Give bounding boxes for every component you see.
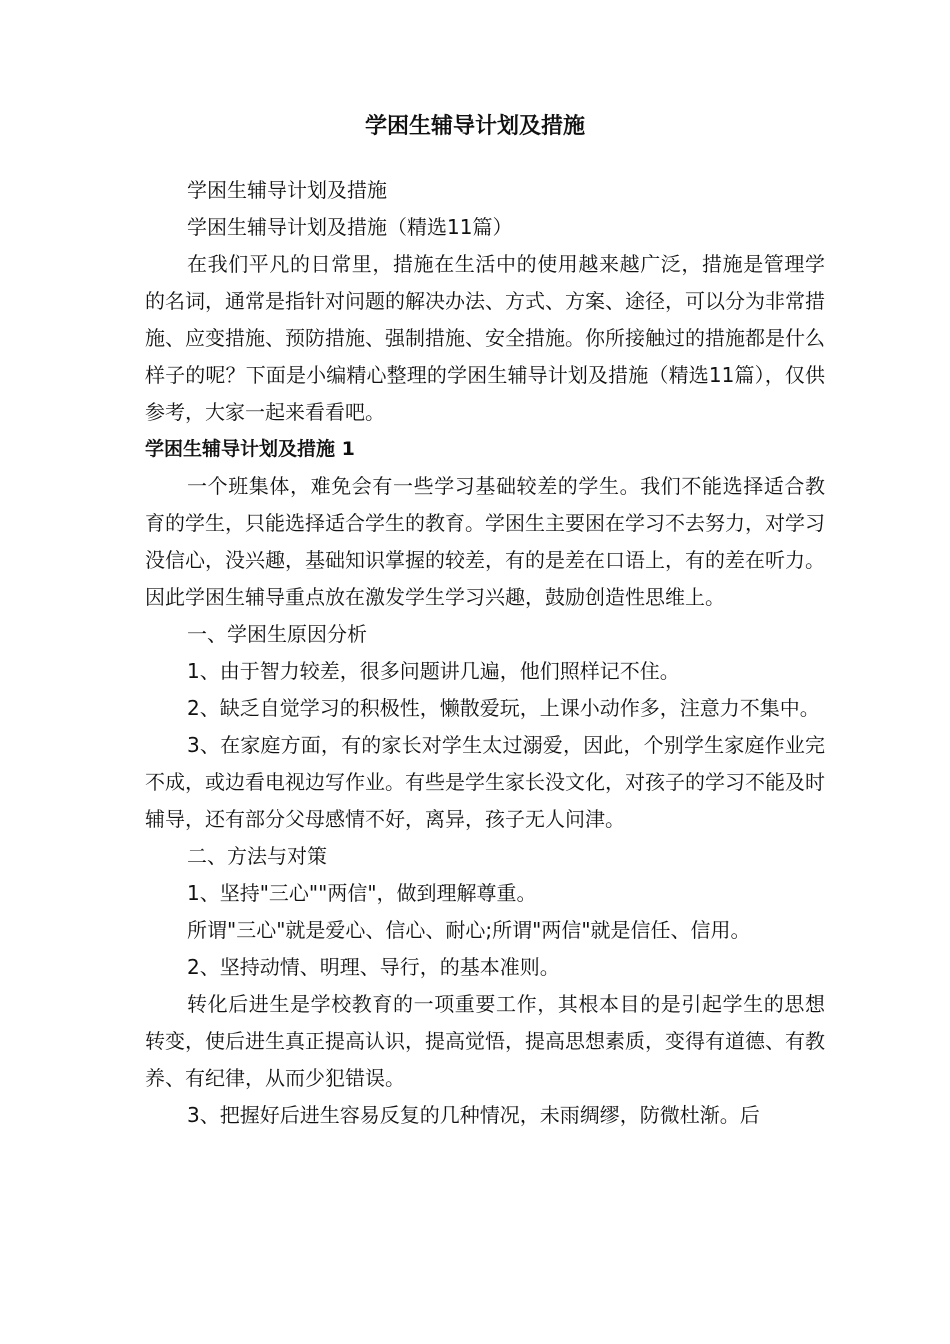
paragraph: 二、方法与对策: [187, 844, 327, 868]
paragraph: 3、在家庭方面，有的家长对学生太过溺爱，因此，个别学生家庭作业完不成，或边看电视边写作业。有些是学生家长没文化，对孩子的学习不能及时辅导，还有部分父母感情不好，离异，孩子无人问津。: [145, 733, 825, 831]
paragraph: 所谓"三心"就是爱心、信心、耐心;所谓"两信"就是信任、信用。: [187, 918, 751, 942]
paragraph: 一、学困生原因分析: [187, 622, 367, 646]
section-heading: 学困生辅导计划及措施 1: [145, 438, 355, 460]
paragraph: 2、缺乏自觉学习的积极性，懒散爱玩，上课小动作多，注意力不集中。: [187, 696, 820, 720]
document-body: [145, 172, 825, 1134]
paragraph: 学困生辅导计划及措施: [187, 178, 387, 202]
paragraph: 在我们平凡的日常里，措施在生活中的使用越来越广泛，措施是管理学的名词，通常是指针对问题的解决办法、方式、方案、途径，可以分为非常措施、应变措施、预防措施、强制措施、安全措施。你所接触过的措施都是什么样子的呢？下面是小编精心整理的学困生辅导计划及措施（精选11篇），仅供参考，大家一起来看看吧。: [145, 252, 825, 424]
document-title: 学困生辅导计划及措施: [364, 114, 585, 139]
paragraph: 一个班集体，难免会有一些学习基础较差的学生。我们不能选择适合教育的学生，只能选择适合学生的教育。学困生主要困在学习不去努力，对学习没信心，没兴趣，基础知识掌握的较差，有的是差在口语上，有的差在听力。因此学困生辅导重点放在激发学生学习兴趣，鼓励创造性思维上。: [145, 474, 825, 609]
paragraph: 学困生辅导计划及措施（精选11篇）: [187, 215, 513, 239]
paragraph: 1、坚持"三心""两信"，做到理解尊重。: [187, 881, 537, 905]
paragraph: 2、坚持动情、明理、导行，的基本准则。: [187, 955, 560, 979]
paragraph: 1、由于智力较差，很多问题讲几遍，他们照样记不住。: [187, 659, 680, 683]
paragraph: 转化后进生是学校教育的一项重要工作，其根本目的是引起学生的思想转变，使后进生真正提高认识，提高觉悟，提高思想素质，变得有道德、有教养、有纪律，从而少犯错误。: [145, 992, 825, 1090]
paragraph: 3、把握好后进生容易反复的几种情况，未雨绸缪，防微杜渐。后: [187, 1103, 760, 1127]
